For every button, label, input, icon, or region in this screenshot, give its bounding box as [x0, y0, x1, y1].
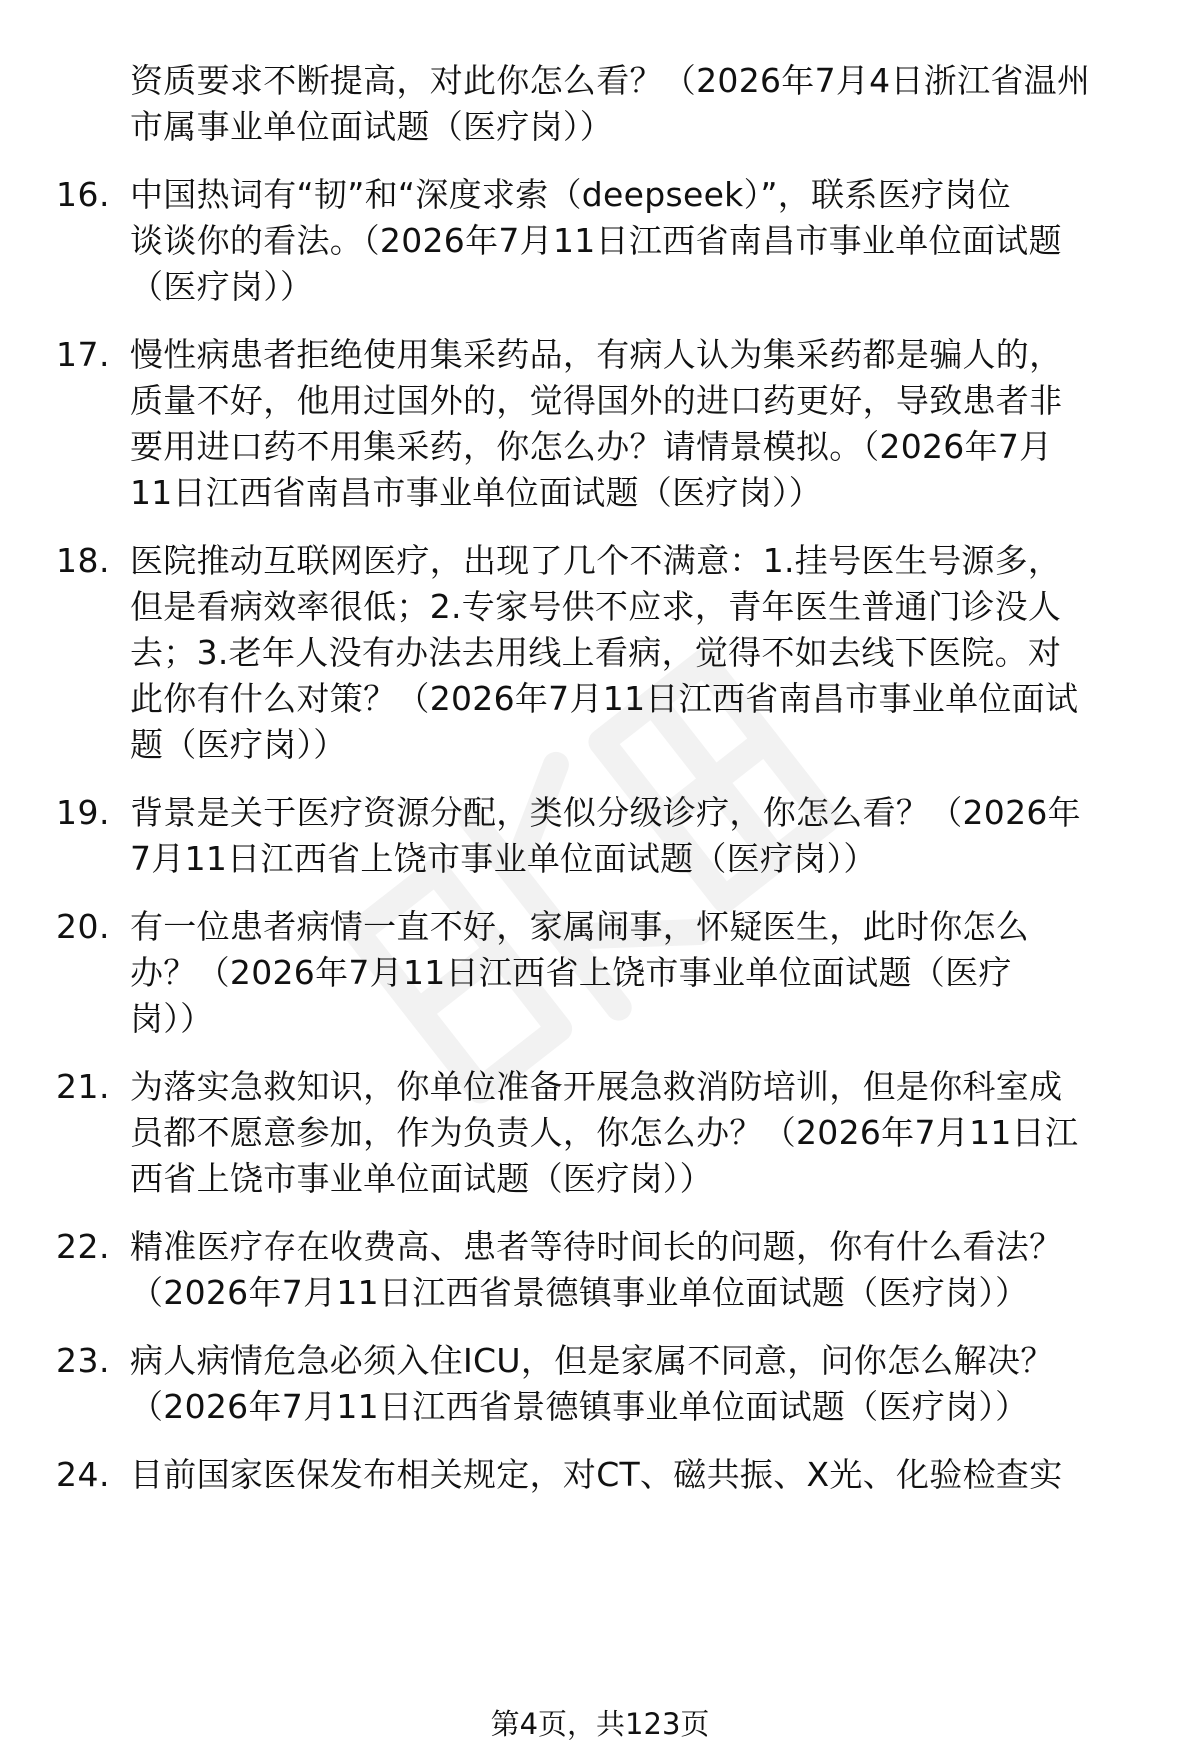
question-text-line: 市属事业单位面试题（医疗岗））: [130, 107, 613, 146]
question-number: 16.: [56, 175, 110, 214]
question-text: [130, 1064, 1170, 1202]
question-text-line: 精准医疗存在收费高、患者等待时间长的问题，你有什么看法？: [130, 1227, 1063, 1266]
question-text-line: 病人病情危急必须入住ICU，但是家属不同意，问你怎么解决？: [130, 1341, 1054, 1380]
question-text-line: 此你有什么对策？（2026年7月11日江西省南昌市事业单位面试: [130, 679, 1079, 718]
question-number: 21.: [56, 1067, 110, 1106]
question-text-line: 医院推动互联网医疗，出现了几个不满意：1.挂号医生号源多，: [130, 541, 1062, 580]
question-text: [130, 58, 1170, 150]
question-text-line: 办？（2026年7月11日江西省上饶市事业单位面试题（医疗: [130, 953, 1012, 992]
question-text-line: 岗））: [130, 999, 214, 1038]
question-text-line: 资质要求不断提高，对此你怎么看？（2026年7月4日浙江省温州: [130, 61, 1091, 100]
question-number: 20.: [56, 907, 110, 946]
question-number: 19.: [56, 793, 110, 832]
question-text-line: 谈谈你的看法。（2026年7月11日江西省南昌市事业单位面试题: [130, 221, 1062, 260]
question-text-line: 西省上饶市事业单位面试题（医疗岗））: [130, 1159, 713, 1198]
question-text-line: 员都不愿意参加，作为负责人，你怎么办？（2026年7月11日江: [130, 1113, 1079, 1152]
question-text-line: 中国热词有“韧”和“深度求索（deepseek）”，联系医疗岗位: [130, 175, 1011, 214]
question-text: [130, 172, 1170, 310]
question-text: [130, 332, 1170, 516]
question-text: [130, 538, 1170, 768]
question-text-line: 要用进口药不用集采药，你怎么办？请情景模拟。（2026年7月: [130, 427, 1053, 466]
question-text: [130, 1338, 1170, 1430]
question-text-line: 质量不好，他用过国外的，觉得国外的进口药更好，导致患者非: [130, 381, 1063, 420]
page-number-footer: 第4页，共123页: [490, 1707, 710, 1741]
question-number: 24.: [56, 1455, 110, 1494]
question-text-line: 为落实急救知识，你单位准备开展急救消防培训，但是你科室成: [130, 1067, 1063, 1106]
question-text: [130, 1452, 1170, 1498]
question-number: 22.: [56, 1227, 110, 1266]
question-text-line: （医疗岗））: [130, 267, 314, 306]
question-text-line: 目前国家医保发布相关规定，对CT、磁共振、X光、化验检查实: [130, 1455, 1063, 1494]
question-text-line: 慢性病患者拒绝使用集采药品，有病人认为集采药都是骗人的，: [130, 335, 1063, 374]
question-text: [130, 1224, 1170, 1316]
question-text-line: 7月11日江西省上饶市事业单位面试题（医疗岗））: [130, 839, 877, 878]
question-text-line: 11日江西省南昌市事业单位面试题（医疗岗））: [130, 473, 823, 512]
question-number: 17.: [56, 335, 110, 374]
question-text-line: 背景是关于医疗资源分配，类似分级诊疗，你怎么看？（2026年: [130, 793, 1081, 832]
question-text-line: （2026年7月11日江西省景德镇事业单位面试题（医疗岗））: [130, 1273, 1029, 1312]
question-text-line: 题（医疗岗））: [130, 725, 347, 764]
question-number: 23.: [56, 1341, 110, 1380]
question-text-line: （2026年7月11日江西省景德镇事业单位面试题（医疗岗））: [130, 1387, 1029, 1426]
question-text-line: 但是看病效率很低；2.专家号供不应求，青年医生普通门诊没人: [130, 587, 1062, 626]
question-text: [130, 790, 1170, 882]
question-text: [130, 904, 1170, 1042]
question-text-line: 去；3.老年人没有办法去用线上看病，觉得不如去线下医院。对: [130, 633, 1062, 672]
question-number: 18.: [56, 541, 110, 580]
question-text-line: 有一位患者病情一直不好，家属闹事，怀疑医生，此时你怎么: [130, 907, 1030, 946]
